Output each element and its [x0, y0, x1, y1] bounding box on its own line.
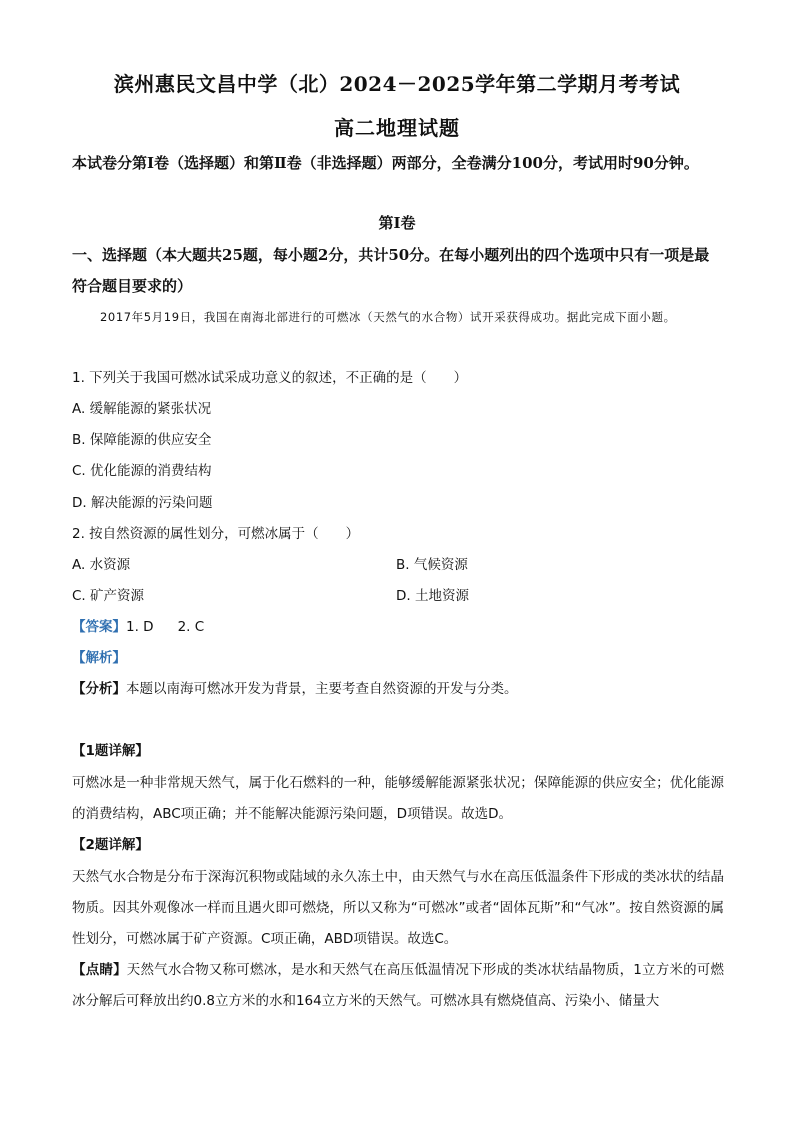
q1-option-b: B. 保障能源的供应安全 [72, 432, 212, 448]
exam-title: 滨州惠民文昌中学（北）2024－2025学年第二学期月考考试 [113, 72, 681, 96]
q2-option-a: A. 水资源 [72, 557, 131, 573]
q1-option-c: C. 优化能源的消费结构 [72, 463, 212, 479]
fenxi-text: 本题以南海可燃冰开发为背景，主要考查自然资源的开发与分类。 [126, 681, 518, 697]
q2-option-b: B. 气候资源 [396, 557, 468, 573]
q2-option-d: D. 土地资源 [396, 588, 469, 604]
fenxi-tag: 【分析】 [72, 681, 126, 697]
answer-2: 2. C [177, 619, 205, 635]
dianjing-tag: 【点睛】 [72, 962, 127, 978]
volume-heading: 第Ⅰ卷 [378, 214, 416, 232]
dianjing-paragraph [72, 955, 724, 1017]
detail-1-text: 可燃冰是一种非常规天然气，属于化石燃料的一种，能够缓解能源紧张状况；保障能源的供应安全；优化能源的消费结构，ABC项正确；并不能解决能源污染问题，D项错误。故选D。 [72, 775, 724, 822]
answer-line [72, 617, 724, 637]
q1-option-d: D. 解决能源的污染问题 [72, 495, 213, 511]
q2-option-c: C. 矿产资源 [72, 588, 145, 604]
detail-2-tag: 【2题详解】 [72, 837, 149, 853]
exam-subtitle: 高二地理试题 [334, 116, 460, 140]
fenxi-line [72, 679, 724, 699]
answer-tag: 【答案】 [72, 619, 126, 635]
answer-1: 1. D [126, 619, 154, 635]
question-passage: 2017年5月19日，我国在南海北部进行的可燃冰（天然气的水合物）试开采获得成功。据此完成下面小题。 [100, 310, 676, 324]
analysis-tag [72, 648, 724, 668]
q2-stem: 2. 按自然资源的属性划分，可燃冰属于（ ） [72, 526, 360, 542]
dianjing-text: 天然气水合物又称可燃冰，是水和天然气在高压低温情况下形成的类冰状结晶物质，1立方米的可燃冰分解后可释放出约0.8立方米的水和164立方米的天然气。可燃冰具有燃烧值高、污染小、储量大 [72, 962, 725, 1009]
detail-1-tag: 【1题详解】 [72, 743, 149, 759]
detail-2-text: 天然气水合物是分布于深海沉积物或陆域的永久冻土中，由天然气与水在高压低温条件下形成的类冰状的结晶物质。因其外观像冰一样而且遇火即可燃烧，所以又称为“可燃冰”或者“固体瓦斯”和“气冰”。按自然资源的属性划分，可燃冰属于矿产资源。C项正确，ABD项错误。故选C。 [72, 869, 724, 947]
q1-stem: 1. 下列关于我国可燃冰试采成功意义的叙述，不正确的是（ ） [72, 370, 468, 386]
section-heading: 一、选择题（本大题共25题，每小题2分，共计50分。在每小题列出的四个选项中只有一项是最符合题目要求的） [72, 246, 710, 295]
q1-option-a: A. 缓解能源的紧张状况 [72, 401, 212, 417]
analysis-label: 【解析】 [72, 650, 126, 666]
exam-intro: 本试卷分第Ⅰ卷（选择题）和第Ⅱ卷（非选择题）两部分，全卷满分100分，考试用时90分钟。 [72, 154, 699, 172]
